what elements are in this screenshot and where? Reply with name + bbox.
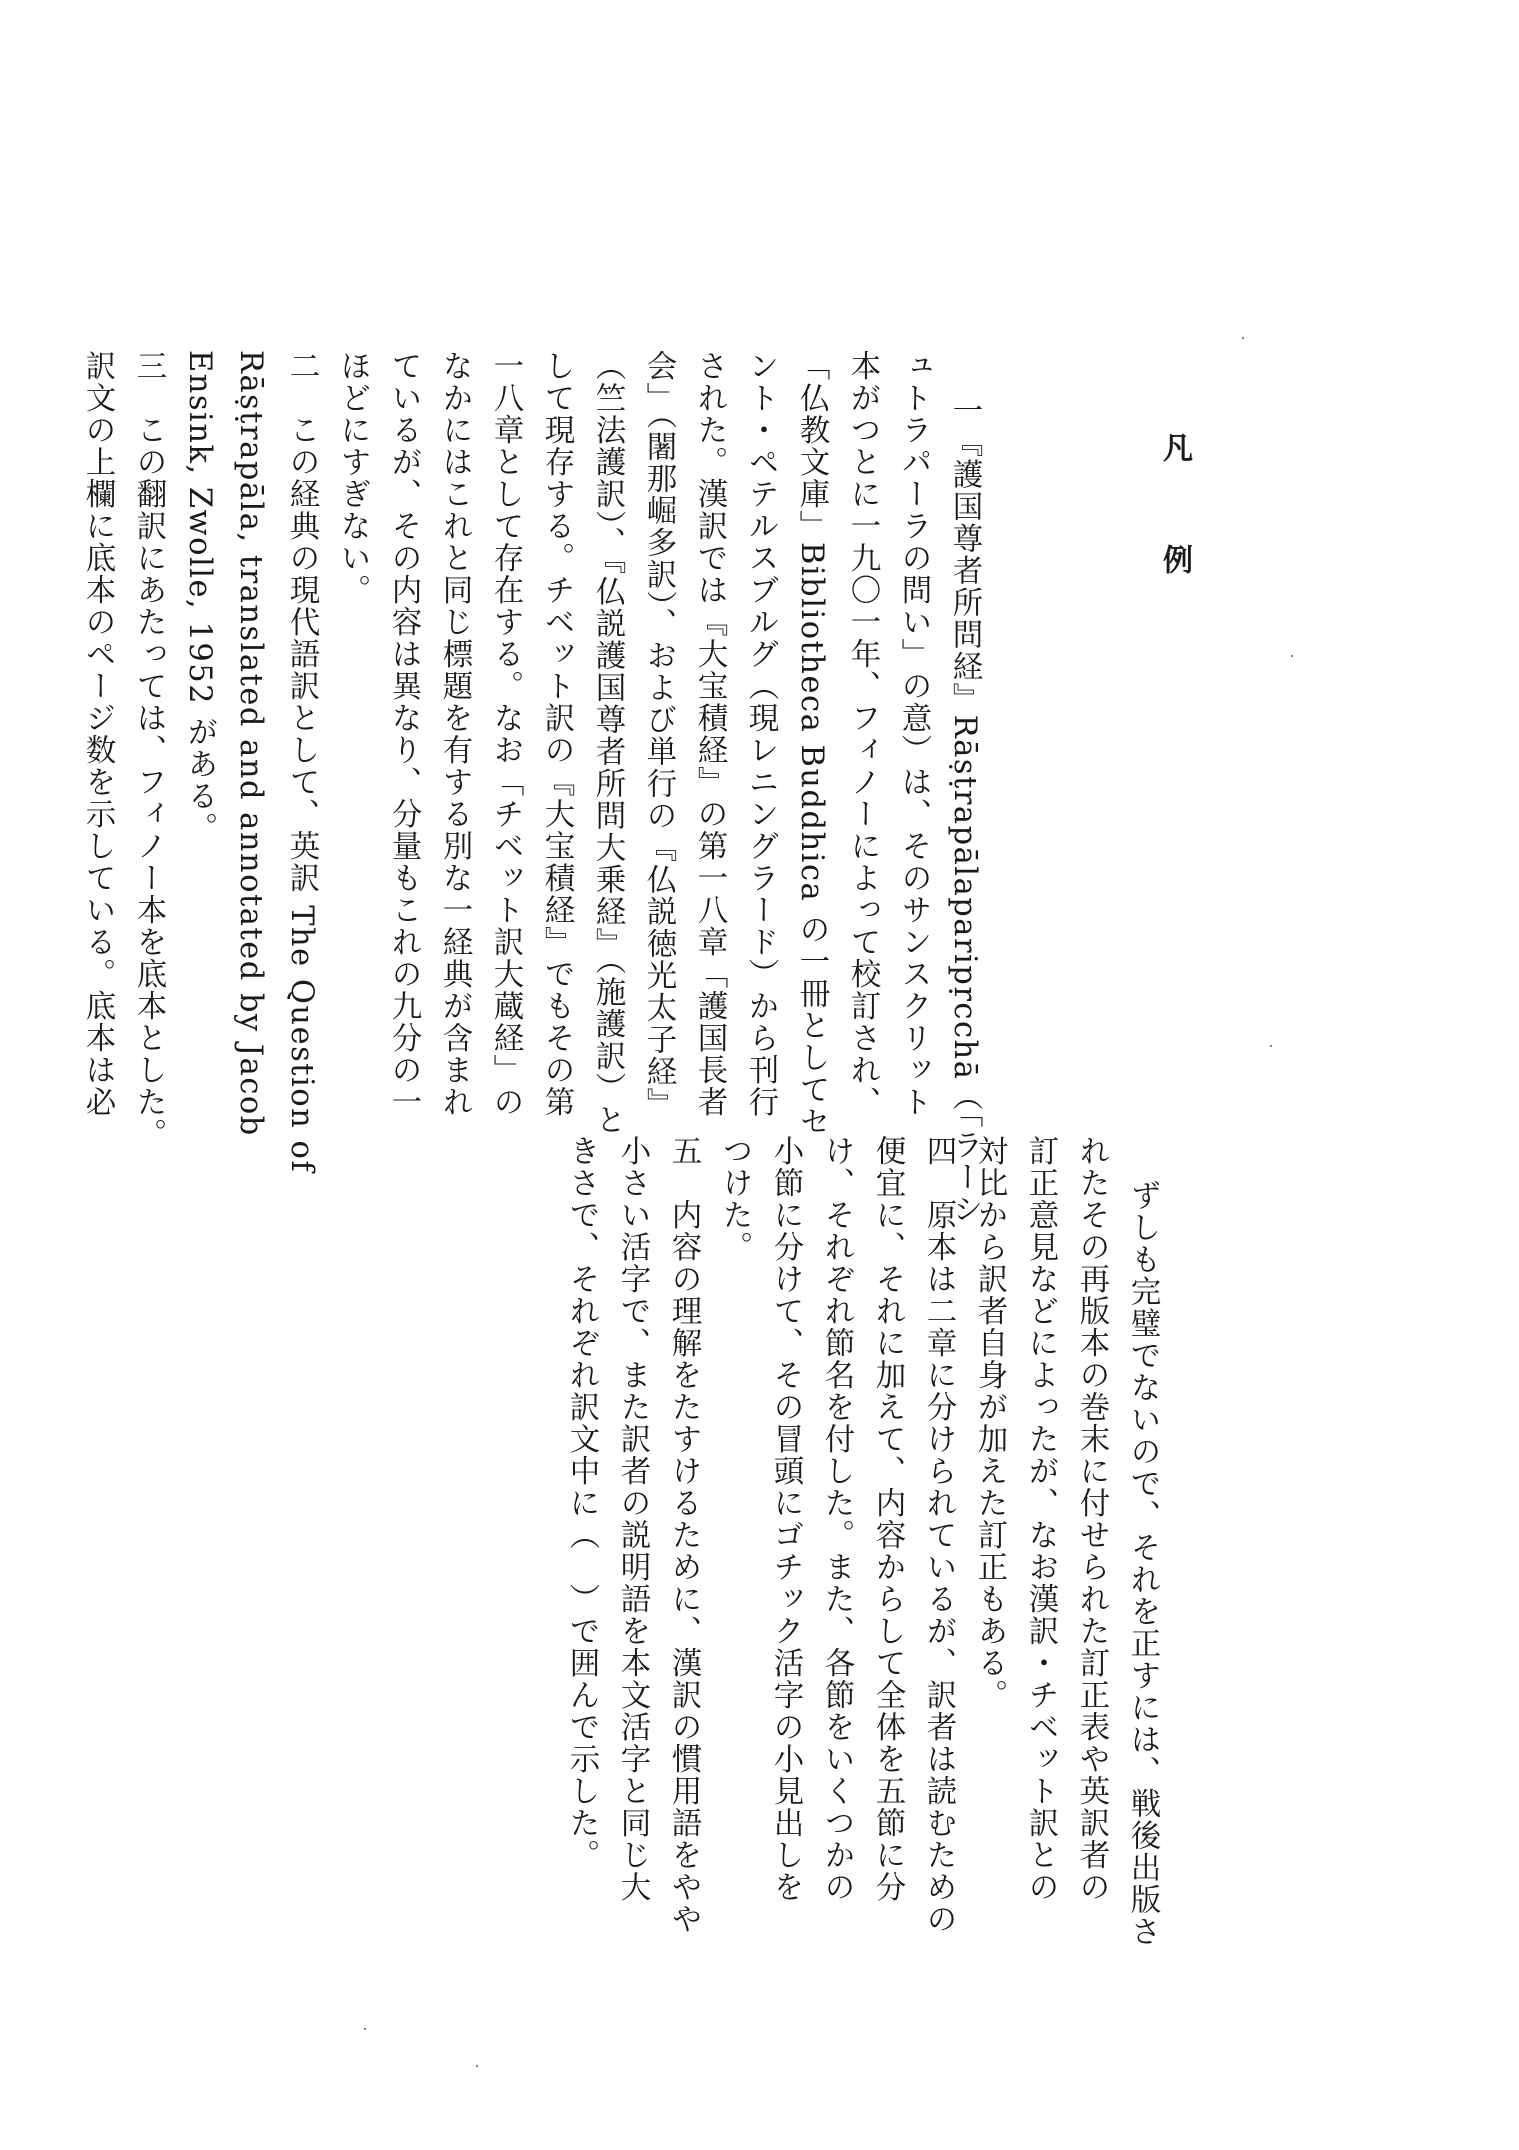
upper-line-17: 三 この翻訳にあたっては、フィノー本を底本とした。: [131, 350, 166, 1150]
lower-line-7: け、それぞれ節名を付した。また、各節をいくつかの: [819, 1135, 854, 1903]
lower-line-5: 四 原本は二章に分けられているが、訳者は読むための: [921, 1135, 956, 1935]
upper-line-3: 本がつとに一九〇一年、フィノーによって校訂され、: [845, 350, 880, 1118]
upper-line-9: して現存する。チベット訳の『大宝積経』でもその第: [539, 350, 574, 1118]
lower-line-2: れたその再版本の巻末に付せられた訂正表や英訳者の: [1074, 1135, 1109, 1903]
upper-line-10: 一八章として存在する。なお「チベット訳大蔵経」の: [488, 350, 523, 1118]
upper-line-12: ているが、その内容は異なり、分量もこれの九分の一: [386, 350, 421, 1118]
lower-line-4: 対比から訳者自身が加えた訂正もある。: [972, 1135, 1007, 1711]
lower-line-12: きさで、それぞれ訳文中に（ ）で囲んで示した。: [564, 1135, 599, 1871]
page-title: 凡 例: [1157, 432, 1192, 600]
lower-line-11: 小さい活字で、また訳者の説明語を本文活字と同じ大: [615, 1135, 650, 1903]
upper-line-13: ほどにすぎない。: [335, 350, 370, 606]
upper-line-16: Ensink, Zwolle, 1952 がある。: [182, 350, 217, 845]
upper-line-7: 会」（闍那崛多訳）、および単行の『仏説徳光太子経』: [641, 350, 676, 1120]
upper-line-11: なかにはこれと同じ標題を有する別な一経典が含まれ: [437, 350, 472, 1118]
scan-speck: [476, 2065, 478, 2067]
upper-line-15: Rāṣṭrapāla, translated and annotated by Jacob: [233, 350, 268, 1137]
upper-line-18: 訳文の上欄に底本のページ数を示している。底本は必: [80, 350, 115, 1118]
scan-speck: [1291, 655, 1293, 657]
upper-line-6: された。漢訳では『大宝積経』の第一八章「護国長者: [692, 350, 727, 1118]
upper-line-2: ュトラパーラの問い」の意）は、そのサンスクリット: [896, 350, 931, 1118]
scan-speck: [1242, 337, 1244, 339]
upper-line-1: 一『護国尊者所問経』Rāṣṭrapālaparipṛcchā（「ラーシ: [947, 394, 982, 1226]
upper-line-5: ント・ペテルスブルグ（現レニングラード）から刊行: [743, 350, 778, 1118]
lower-line-6: 便宜に、それに加えて、内容からして全体を五節に分: [870, 1135, 905, 1903]
upper-line-14: 二 この経典の現代語訳として、英訳 The Question of: [284, 350, 319, 1174]
lower-text-block: [564, 1135, 1219, 1948]
lower-line-10: 五 内容の理解をたすけるために、漢訳の慣用語をやや: [666, 1135, 701, 1935]
scan-speck: [1270, 1045, 1272, 1047]
lower-line-8: 小節に分けて、その冒頭にゴチック活字の小見出しを: [768, 1135, 803, 1903]
lower-line-3: 訂正意見などによったが、なお漢訳・チベット訳との: [1023, 1135, 1058, 1903]
upper-line-4: 「仏教文庫」Bibliotheca Buddhica の一冊としてセ: [794, 350, 829, 1138]
lower-line-9: つけた。: [717, 1135, 752, 1263]
lower-line-1: ずしも完璧でないので、それを正すには、戦後出版さ: [1125, 1179, 1160, 1948]
scan-speck: [364, 2028, 366, 2030]
upper-line-8: （竺法護訳）、『仏説護国尊者所問大乗経』（施護訳）と: [590, 350, 625, 1137]
